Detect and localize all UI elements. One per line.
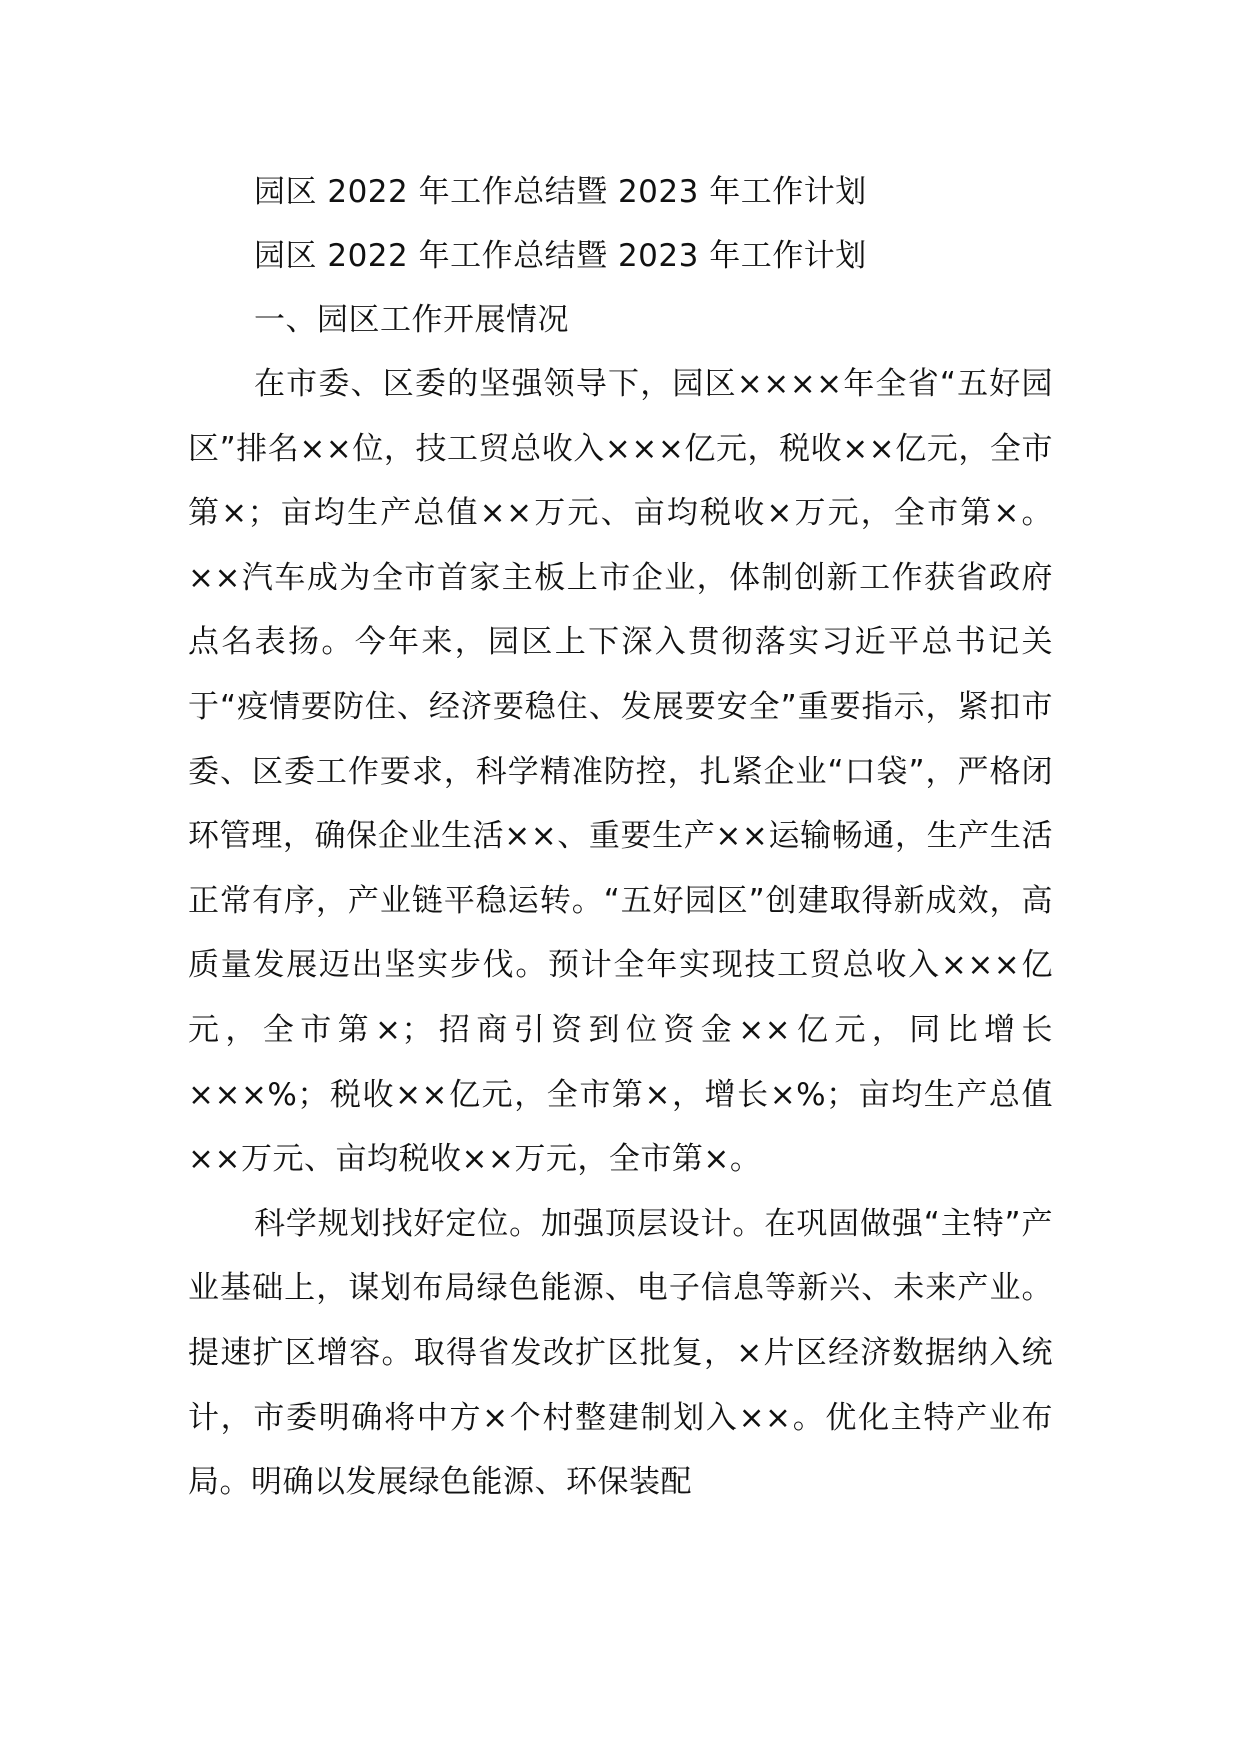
- section-heading: 一、园区工作开展情况: [254, 302, 569, 338]
- paragraph-2: 科学规划找好定位。加强顶层设计。在巩固做强“主特”产业基础上，谋划布局绿色能源、电子信息等新兴、未来产业。提速扩区增容。取得省发改扩区批复，×片区经济数据纳入统计，市委明确将中方×个村整建制划入××。优化主特产业布局。明确以发展绿色能源、环保装配: [188, 1205, 1053, 1501]
- paragraph-1: 在市委、区委的坚强领导下，园区××××年全省“五好园区”排名××位，技工贸总收入×××亿元，税收××亿元，全市第×；亩均生产总值××万元、亩均税收×万元，全市第×。××汽车成为全市首家主板上市企业，体制创新工作获省政府点名表扬。今年来，园区上下深入贯彻落实习近平总书记关于“疫情要防住、经济要稳住、发展要安全”重要指示，紧扣市委、区委工作要求，科学精准防控，扎紧企业“口袋”，严格闭环管理，确保企业生活××、重要生产××运输畅通，生产生活正常有序，产业链平稳运转。“五好园区”创建取得新成效，高质量发展迈出坚实步伐。预计全年实现技工贸总收入×××亿元，全市第×；招商引资到位资金××亿元，同比增长×××%；税收××亿元，全市第×，增长×%；亩均生产总值××万元、亩均税收××万元，全市第×。: [188, 366, 1053, 1178]
- document-body: [188, 160, 1053, 1515]
- document-title: 园区 2022 年工作总结暨 2023 年工作计划: [254, 174, 867, 210]
- document-subtitle: 园区 2022 年工作总结暨 2023 年工作计划: [254, 238, 867, 274]
